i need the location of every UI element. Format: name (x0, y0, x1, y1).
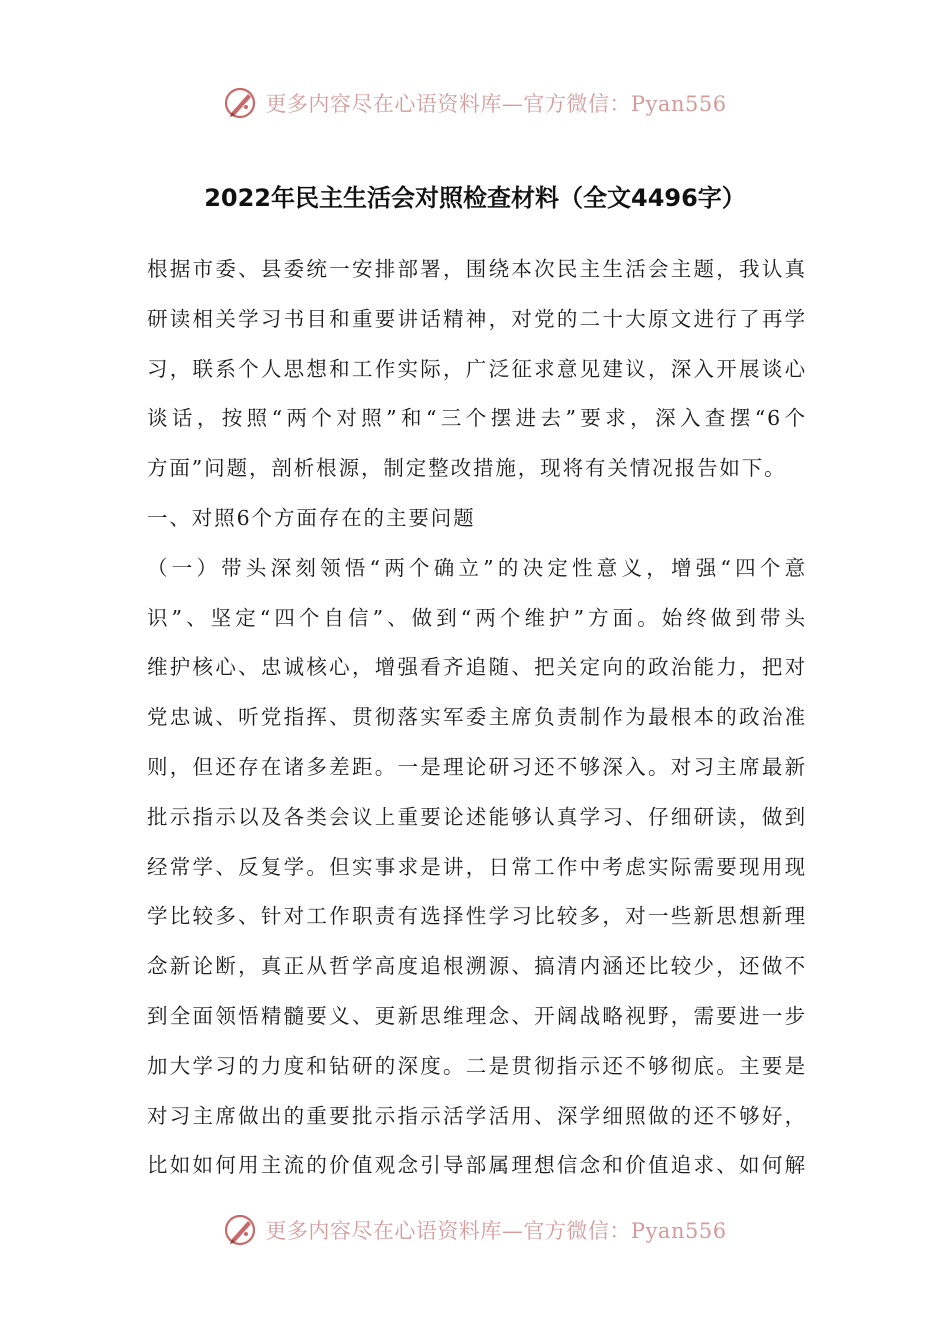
text-line: 对习主席做出的重要批示指示活学活用、深学细照做的还不够好， (147, 1103, 807, 1128)
text-line: 一、对照6个方面存在的主要问题 (147, 505, 476, 530)
text-line: 学比较多、针对工作职责有选择性学习比较多，对一些新思想新理 (147, 904, 807, 929)
text-line: 念新论断，真正从哲学高度追根溯源、搞清内涵还比较少，还做不 (147, 954, 807, 979)
header-watermark-banner (0, 78, 950, 128)
text-line: 到全面领悟精髓要义、更新思维理念、开阔战略视野，需要进一步 (147, 1003, 807, 1028)
text-line: 识”、坚定“四个自信”、做到“两个维护”方面。始终做到带头 (147, 605, 807, 630)
document-body (147, 245, 807, 1191)
footer-watermark-text: 更多内容尽在心语资料库—官方微信：Pyan556 (265, 1219, 727, 1243)
text-line: 则，但还存在诸多差距。一是理论研习还不够深入。对习主席最新 (147, 754, 807, 779)
text-line: 比如如何用主流的价值观念引导部属理想信念和价值追求、如何解 (147, 1153, 807, 1178)
pen-logo-icon (223, 85, 259, 121)
text-line: 批示指示以及各类会议上重要论述能够认真学习、仔细研读，做到 (147, 804, 807, 829)
text-line: （一）带头深刻领悟“两个确立”的决定性意义，增强“四个意 (147, 555, 807, 580)
text-line: 维护核心、忠诚核心，增强看齐追随、把关定向的政治能力，把对 (147, 655, 807, 680)
pen-logo-icon (223, 1212, 259, 1248)
text-line: 习，联系个人思想和工作实际，广泛征求意见建议，深入开展谈心 (147, 356, 807, 381)
text-line: 谈话，按照“两个对照”和“三个摆进去”要求，深入查摆“6个 (147, 406, 807, 431)
header-watermark-text: 更多内容尽在心语资料库—官方微信：Pyan556 (265, 92, 727, 116)
footer-watermark-banner (0, 1205, 950, 1255)
text-line: 方面”问题，剖析根源，制定整改措施，现将有关情况报告如下。 (147, 456, 787, 481)
text-line: 研读相关学习书目和重要讲话精神，对党的二十大原文进行了再学 (147, 306, 807, 331)
document-title: 2022年民主生活会对照检查材料（全文4496字） (204, 184, 746, 212)
text-line: 根据市委、县委统一安排部署，围绕本次民主生活会主题，我认真 (147, 257, 807, 281)
text-line: 经常学、反复学。但实事求是讲，日常工作中考虑实际需要现用现 (147, 854, 807, 879)
text-line: 党忠诚、听党指挥、贯彻落实军委主席负责制作为最根本的政治准 (147, 705, 807, 730)
text-line: 加大学习的力度和钻研的深度。二是贯彻指示还不够彻底。主要是 (147, 1053, 807, 1078)
